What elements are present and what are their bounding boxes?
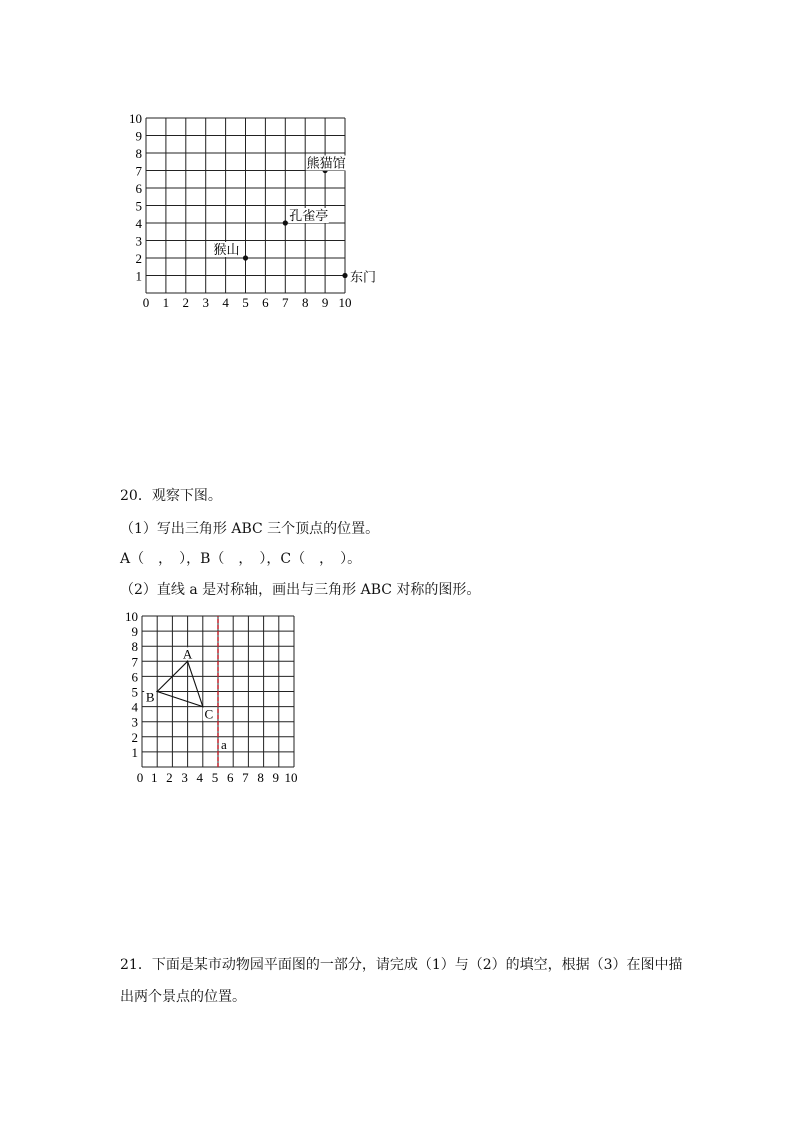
y-tick-label: 2 <box>131 729 138 745</box>
vertex-label: C <box>204 706 214 722</box>
point-marker <box>243 255 248 260</box>
x-tick-label: 9 <box>272 770 280 785</box>
y-tick-label: 9 <box>135 128 142 144</box>
x-tick-label: 0 <box>142 295 150 310</box>
point-label: 孔雀亭 <box>289 209 329 224</box>
triangle-x-tick-labels <box>137 770 298 785</box>
point-marker <box>283 220 288 225</box>
x-tick-label: 4 <box>222 295 229 310</box>
point-label: 东门 <box>350 270 377 286</box>
x-tick-label: 2 <box>182 295 190 310</box>
x-tick-label: 5 <box>242 295 249 310</box>
point-label: 熊猫馆 <box>306 156 346 172</box>
point-marker <box>342 273 347 278</box>
q20-part1: （1）写出三角形 ABC 三个顶点的位置。 <box>120 521 380 537</box>
y-tick-label: 5 <box>135 198 142 214</box>
triangle-y-tick-labels <box>125 609 139 760</box>
x-tick-label: 8 <box>301 295 309 310</box>
y-tick-label: 4 <box>131 699 138 715</box>
x-tick-label: 3 <box>202 295 209 310</box>
x-tick-label: 7 <box>242 770 249 785</box>
y-tick-label: 1 <box>131 744 138 760</box>
q21-line1: 21．下面是某市动物园平面图的一部分，请完成（1）与（2）的填空，根据（3）在图中描 <box>120 957 683 973</box>
zoo-x-tick-labels <box>143 295 352 310</box>
x-tick-label: 10 <box>284 770 298 785</box>
y-tick-label: 2 <box>135 251 142 266</box>
y-tick-label: 7 <box>131 654 138 670</box>
x-tick-label: 0 <box>136 770 144 785</box>
symmetry-axis-label: a <box>221 736 227 752</box>
q20-part2: （2）直线 a 是对称轴，画出与三角形 ABC 对称的图形。 <box>120 582 481 598</box>
y-tick-label: 10 <box>129 111 142 126</box>
y-tick-label: 3 <box>131 714 138 730</box>
y-tick-label: 3 <box>135 233 142 249</box>
x-tick-label: 6 <box>226 770 234 785</box>
y-tick-label: 10 <box>125 609 138 624</box>
zoo-grid-lines <box>146 118 345 293</box>
x-tick-label: 9 <box>321 295 329 310</box>
zoo-map-grid <box>0 0 794 330</box>
zoo-y-tick-labels <box>129 111 143 284</box>
y-tick-label: 6 <box>131 669 138 685</box>
x-tick-label: 5 <box>211 770 219 785</box>
y-tick-label: 1 <box>135 268 142 284</box>
x-tick-label: 3 <box>181 770 188 785</box>
x-tick-label: 1 <box>162 295 170 310</box>
q20-answer-line: A（ ， ），B（ ， ），C（ ， ）。 <box>120 551 362 567</box>
y-tick-label: 4 <box>135 216 142 231</box>
q21-line2: 出两个景点的位置。 <box>120 989 246 1005</box>
q20-title: 20．观察下图。 <box>120 488 222 504</box>
triangle-abc <box>144 646 215 721</box>
x-tick-label: 1 <box>150 770 158 785</box>
x-tick-label: 10 <box>338 295 352 310</box>
y-tick-label: 8 <box>135 146 142 161</box>
triangle-outline <box>157 661 203 706</box>
y-tick-label: 5 <box>131 684 138 700</box>
vertex-label: A <box>182 646 193 662</box>
zoo-points <box>213 156 377 286</box>
y-tick-label: 7 <box>135 163 142 179</box>
x-tick-label: 4 <box>196 770 204 785</box>
vertex-label: B <box>145 689 155 705</box>
x-tick-label: 2 <box>166 770 173 785</box>
y-tick-label: 6 <box>135 181 142 196</box>
x-tick-label: 8 <box>257 770 264 785</box>
point-label: 猴山 <box>213 243 240 258</box>
x-tick-label: 6 <box>262 295 269 310</box>
y-tick-label: 8 <box>131 639 138 655</box>
x-tick-label: 7 <box>282 295 289 310</box>
triangle-grid <box>0 600 794 800</box>
y-tick-label: 9 <box>131 624 138 640</box>
